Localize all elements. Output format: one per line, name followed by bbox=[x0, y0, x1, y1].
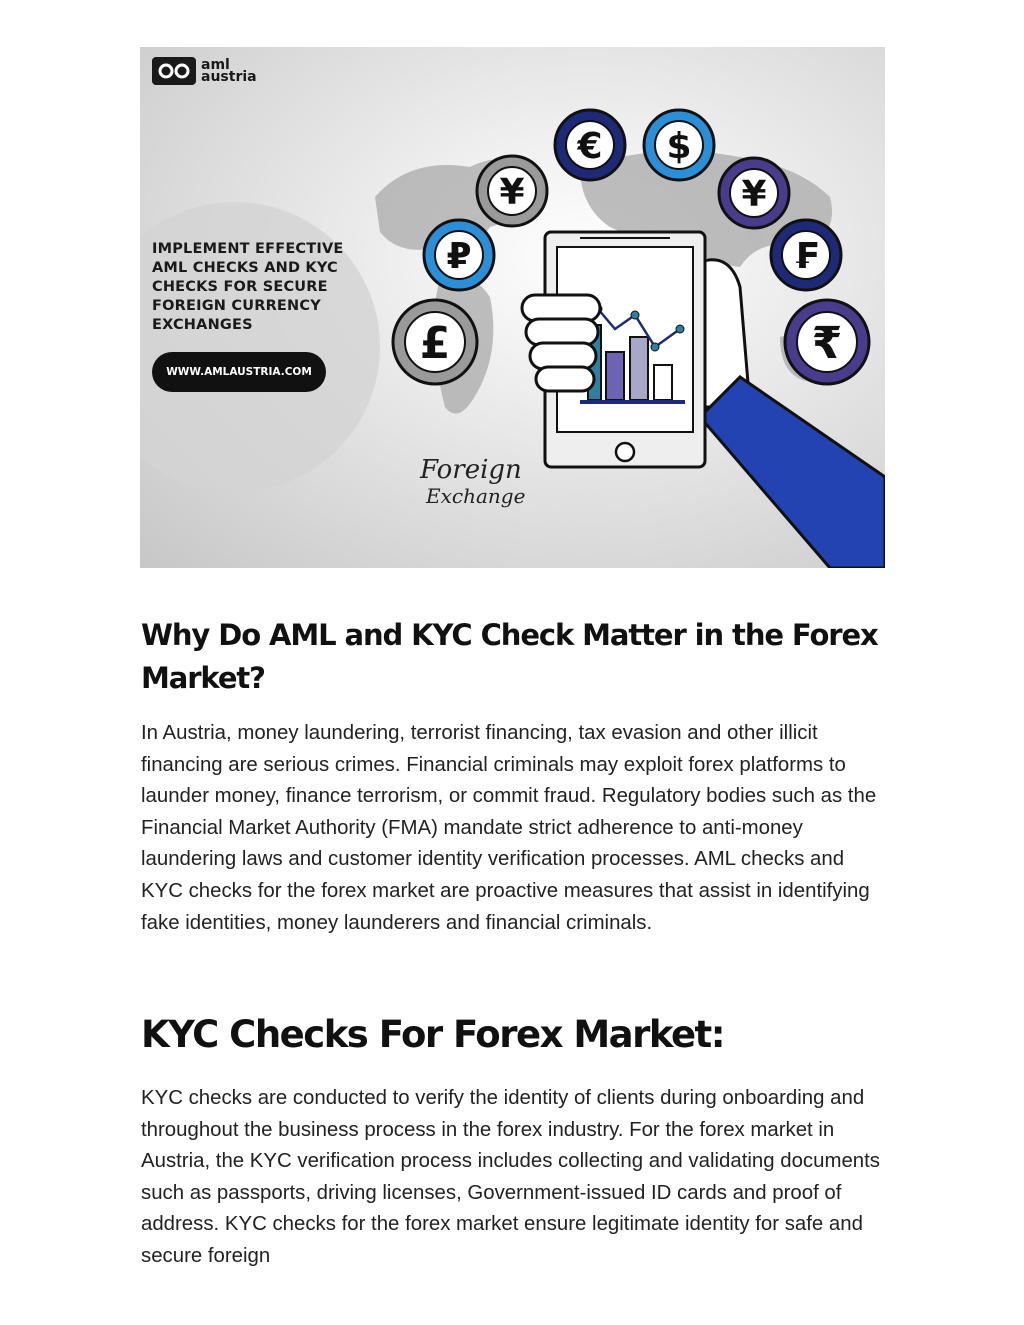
rupee-symbol: ₹ bbox=[811, 318, 843, 369]
banner-headline-line: IMPLEMENT EFFECTIVE bbox=[152, 241, 344, 257]
banner-headline-line: EXCHANGES bbox=[152, 317, 253, 333]
pound-symbol: £ bbox=[419, 318, 451, 369]
hero-banner bbox=[140, 47, 885, 568]
section-heading-why: Why Do AML and KYC Check Matter in the Forex Market? bbox=[141, 618, 878, 695]
logo-wordmark bbox=[201, 59, 257, 83]
franc-symbol: ₣ bbox=[793, 236, 819, 277]
dollar-symbol: $ bbox=[666, 126, 692, 167]
sleeve-shape bbox=[700, 377, 885, 568]
logo-mark-icon bbox=[152, 57, 196, 85]
section-paragraph-why: In Austria, money laundering, terrorist financing, tax evasion and other illicit financing are serious crimes. Financial criminals may exploit forex platforms to launder money, finance terrorism, or commit fraud. Regulatory bodies such as the Financial Market Authority (FMA) mandate strict adherence to anti-money laundering laws and customer identity verification processes. AML checks and KYC checks for the forex market are proactive measures that assist in identifying fake identities, money launderers and financial criminals. bbox=[141, 722, 877, 934]
script-line-1: Foreign bbox=[420, 455, 522, 485]
banner-headline-line: AML CHECKS AND KYC bbox=[152, 260, 338, 276]
aml-austria-logo bbox=[152, 57, 257, 85]
logo-line-1: aml bbox=[201, 57, 230, 73]
euro-symbol: € bbox=[577, 126, 603, 167]
yen-symbol-right: ¥ bbox=[741, 174, 767, 215]
hand-fingers bbox=[522, 295, 600, 391]
script-line-2: Exchange bbox=[426, 484, 526, 508]
ruble-symbol: ₽ bbox=[446, 236, 472, 277]
section-heading-kyc: KYC Checks For Forex Market: bbox=[141, 1013, 725, 1056]
foreign-exchange-script bbox=[420, 457, 525, 509]
logo-line-2: austria bbox=[201, 69, 257, 85]
website-url-pill: WWW.AMLAUSTRIA.COM bbox=[152, 352, 326, 392]
banner-headline-line: CHECKS FOR SECURE bbox=[152, 279, 328, 295]
banner-headline-line: FOREIGN CURRENCY bbox=[152, 298, 321, 314]
yen-symbol-left: ¥ bbox=[499, 172, 525, 213]
section-paragraph-kyc: KYC checks are conducted to verify the identity of clients during onboarding and throughout the business process in the forex industry. For the forex market in Austria, the KYC verification process includes collecting and validating documents such as passports, driving licenses, Government-issued ID cards and proof of address. KYC checks for the forex market ensure legitimate identity for safe and secure foreign bbox=[141, 1087, 880, 1267]
banner-headline bbox=[152, 240, 372, 335]
